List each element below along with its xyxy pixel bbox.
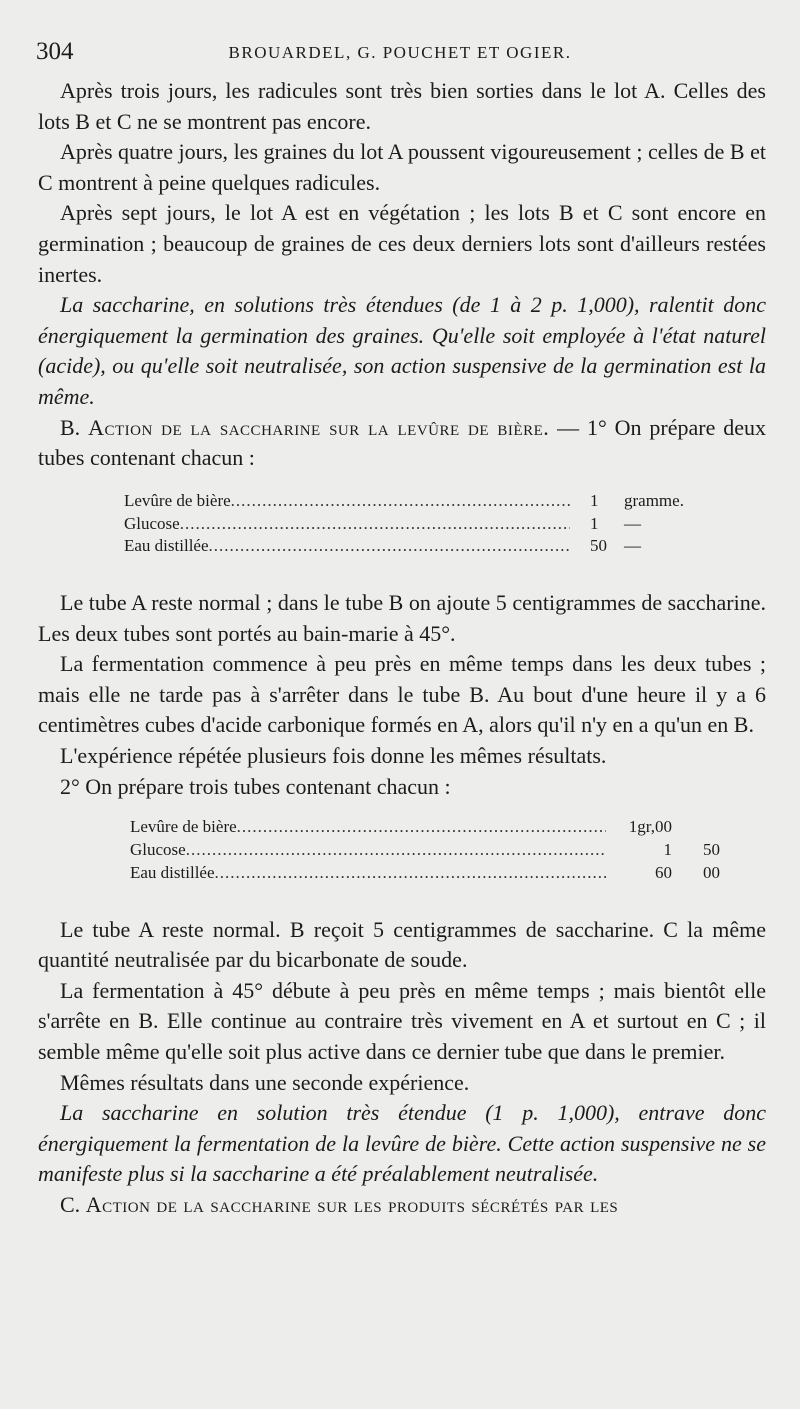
paragraph-7: La fermentation commence à peu près en même temps dans les deux tubes ; mais elle ne tarde pas à s'arrêter dans le tube B. Au bout d'une heure il y a 6 centimètres cubes d'acide carbonique formés en A, alors qu'il n'y en a qu'un en B. — [38, 651, 766, 738]
ingredient-unit: 00 — [703, 862, 720, 882]
ingredient-qty: 1gr,00 — [628, 817, 672, 837]
page-number: 304 — [36, 38, 74, 65]
ingredient-name: Levûre de bière — [124, 490, 231, 510]
ingredient-unit: 50 — [703, 840, 720, 860]
paragraph-1: Après trois jours, les radicules sont très bien sorties dans le lot A. Celles des lots B et C ne se montrent pas encore. — [38, 78, 766, 134]
paragraph-3: Après sept jours, le lot A est en végétation ; les lots B et C sont encore en germination ; beaucoup de graines de ces deux derniers lots sont d'ailleurs restées inertes. — [38, 200, 766, 287]
recipe-1-row — [124, 513, 714, 536]
ingredient-name: Eau distillée — [124, 536, 209, 556]
ingredient-unit: — — [624, 536, 641, 556]
leader-dots — [231, 490, 570, 513]
running-head: BROUARDEL, G. POUCHET ET OGIER. — [228, 43, 572, 62]
section-c-title: Action de la saccharine sur les produits sécrétés par les — [85, 1192, 619, 1217]
leader-dots — [186, 839, 606, 862]
paragraph-6: Le tube A reste normal ; dans le tube B on ajoute 5 centigrammes de saccharine. Les deux tubes sont portés au bain-marie à 45°. — [38, 590, 766, 646]
recipe-1-row — [124, 490, 714, 513]
ingredient-qty: 60 — [655, 862, 672, 882]
ingredient-name: Glucose — [124, 513, 180, 533]
paragraph-10: Le tube A reste normal. B reçoit 5 centigrammes de saccharine. C la même quantité neutralisée par du bicarbonate de soude. — [38, 916, 766, 973]
ingredient-name: Glucose — [130, 840, 186, 860]
ingredient-name: Eau distillée — [130, 862, 215, 882]
section-b-letter: B. — [60, 414, 81, 440]
recipe-2-row — [130, 862, 720, 885]
paragraph-9: 2° On prépare trois tubes contenant chacun : — [60, 773, 451, 799]
paragraph-12: Mêmes résultats dans une seconde expérience. — [60, 1069, 470, 1095]
paragraph-4-conclusion: La saccharine, en solutions très étendues (de 1 à 2 p. 1,000), ralentit donc énergiquement la germination des graines. Qu'elle soit employée à l'état naturel (acide), ou qu'elle soit neutralisée, son action suspensive de la germination est la même. — [38, 292, 766, 409]
section-b-title: Action de la saccharine sur la levûre de bière. — [88, 414, 550, 440]
ingredient-unit: — — [624, 513, 641, 533]
section-c-heading — [38, 1190, 766, 1221]
recipe-2-row — [130, 816, 720, 839]
ingredient-qty: 1 — [590, 513, 599, 533]
paragraph-8: L'expérience répétée plusieurs fois donne les mêmes résultats. — [60, 743, 607, 769]
ingredient-name: Levûre de bière — [130, 817, 237, 837]
paragraph-13-conclusion: La saccharine en solution très étendue (1 p. 1,000), entrave donc énergiquement la fermentation de la levûre de bière. Cette action suspensive ne se manifeste plus si la saccharine a été préalablement neutralisée. — [38, 1100, 766, 1187]
ingredient-qty: 1 — [663, 840, 672, 860]
ingredient-qty: 50 — [590, 536, 607, 556]
paragraph-2: Après quatre jours, les graines du lot A poussent vigoureusement ; celles de B et C montrent à peine quelques radicules. — [38, 139, 766, 195]
recipe-1-row — [124, 535, 714, 558]
recipe-table-1 — [124, 490, 714, 558]
leader-dots — [209, 535, 570, 558]
section-b-text: — 1° On prépare deux tubes contenant chacun : — [38, 414, 766, 471]
page-header — [36, 38, 764, 72]
paragraph-11: La fermentation à 45° débute à peu près en même temps ; mais bientôt elle s'arrête en B. Elle continue au contraire très vivement en A et surtout en C ; il semble même qu'elle soit plus active dans ce dernier tube que dans le premier. — [38, 977, 766, 1065]
section-c-letter: C. — [60, 1192, 81, 1217]
leader-dots — [180, 513, 570, 536]
leader-dots — [237, 816, 606, 839]
recipe-2-row — [130, 839, 720, 862]
recipe-table-2 — [130, 816, 720, 884]
leader-dots — [215, 862, 606, 885]
page-body — [38, 76, 766, 1221]
ingredient-unit: gramme. — [624, 490, 684, 510]
section-b-heading — [38, 413, 766, 474]
ingredient-qty: 1 — [590, 490, 599, 510]
